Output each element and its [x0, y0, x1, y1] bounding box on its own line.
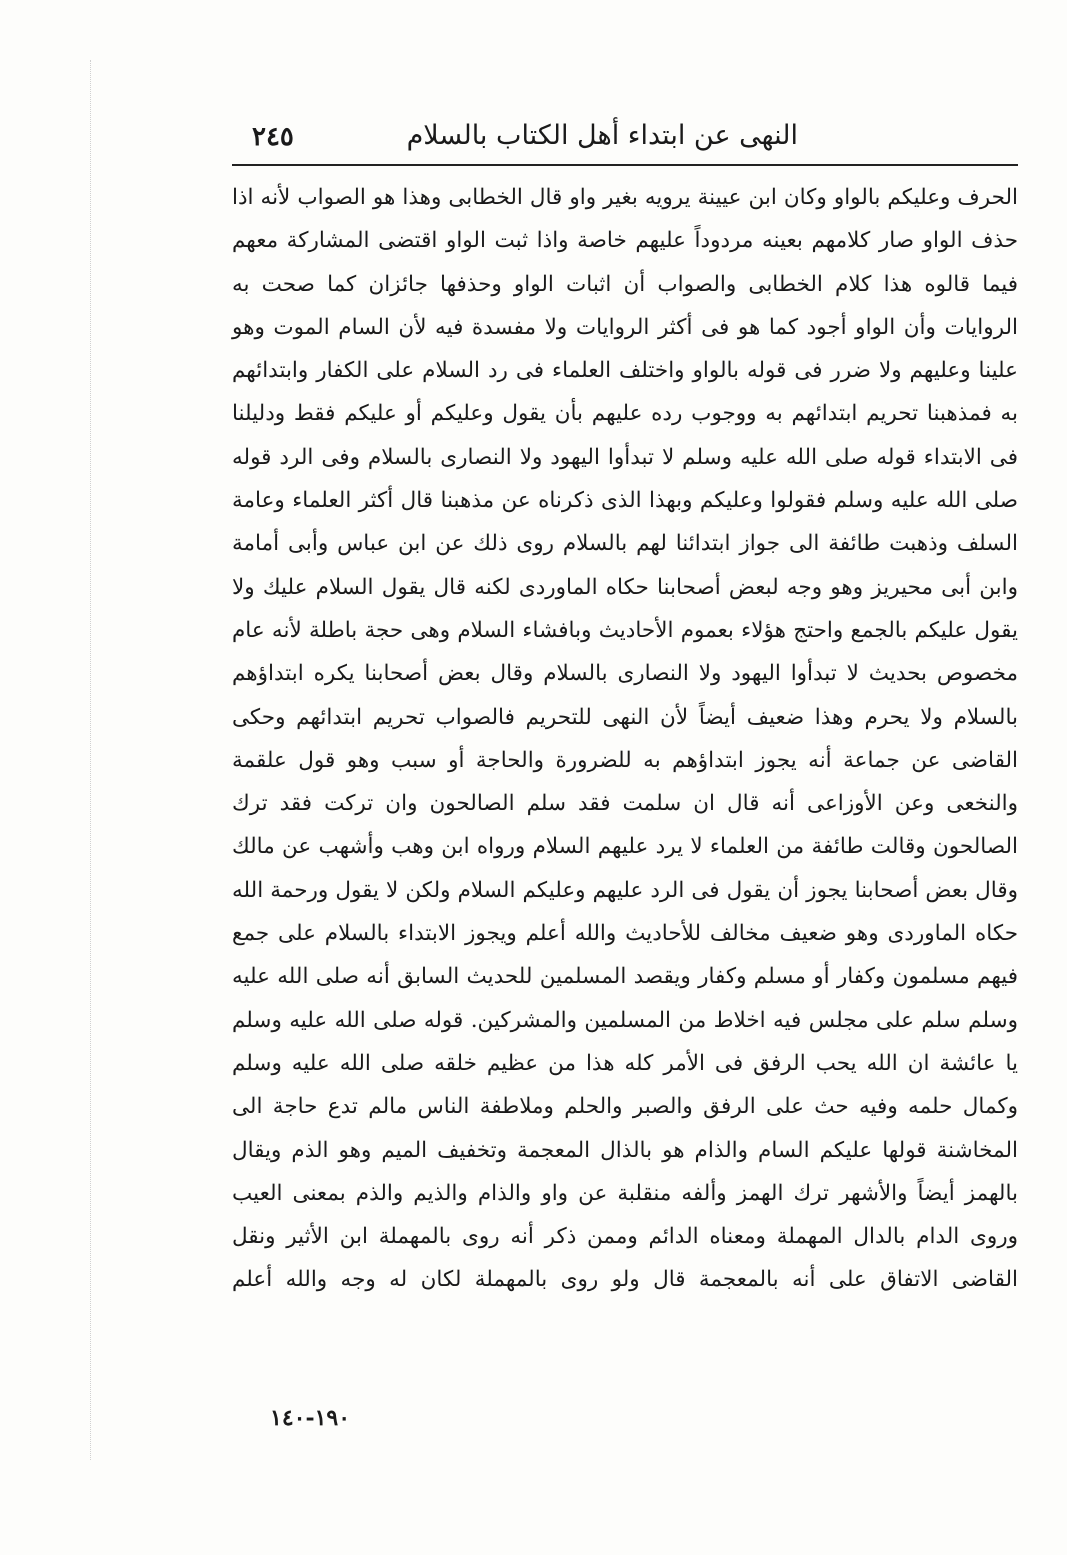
- running-title: النهى عن ابتداء أهل الكتاب بالسلام: [406, 120, 798, 151]
- body-text: [232, 176, 1018, 1376]
- page-number: ٢٤٥: [252, 122, 294, 152]
- body-paragraph: الحرف وعليكم بالواو وكان ابن عيينة يرويه بغير واو قال الخطابى وهذا هو الصواب لأنه اذا حذف الواو صار كلامهم بعينه مردوداً عليهم خاصة واذا ثبت الواو اقتضى المشاركة معهم فيما قالوه هذا كلام الخطابى والصواب أن اثبات الواو وحذفها جائزان كما صحت به الروايات وأن الواو أجود كما هو فى أكثر الروايات ولا مفسدة فيه لأن السام الموت وهو علينا وعليهم ولا ضرر فى قوله بالواو واختلف العلماء فى رد السلام على الكفار وابتدائهم به فمذهبنا تحريم ابتدائهم به ووجوب رده عليهم بأن يقول وعليكم أو عليكم فقط ودليلنا فى الابتداء قوله صلى الله عليه وسلم لا تبدأوا اليهود ولا النصارى بالسلام وفى الرد قوله صلى الله عليه وسلم فقولوا وعليكم وبهذا الذى ذكرناه عن مذهبنا قال أكثر العلماء وعامة السلف وذهبت طائفة الى جواز ابتدائنا لهم بالسلام روى ذلك عن ابن عباس وأبى أمامة وابن أبى محيريز وهو وجه لبعض أصحابنا حكاه الماوردى لكنه قال يقول السلام عليك ولا يقول عليكم بالجمع واحتج هؤلاء بعموم الأحاديث وبافشاء السلام وهى حجة باطلة لأنه عام مخصوص بحديث لا تبدأوا اليهود ولا النصارى بالسلام وقال بعض أصحابنا يكره ابتداؤهم بالسلام ولا يحرم وهذا ضعيف أيضاً لأن النهى للتحريم فالصواب تحريم ابتدائهم وحكى القاضى عن جماعة أنه يجوز ابتداؤهم به للضرورة والحاجة أو سبب وهو قول علقمة والنخعى وعن الأوزاعى أنه قال ان سلمت فقد سلم الصالحون وان تركت فقد ترك الصالحون وقالت طائفة من العلماء لا يرد عليهم السلام ورواه ابن وهب وأشهب عن مالك وقال بعض أصحابنا يجوز أن يقول فى الرد عليهم وعليكم السلام ولكن لا يقول ورحمة الله حكاه الماوردى وهو ضعيف مخالف للأحاديث والله أعلم ويجوز الابتداء بالسلام على جمع فيهم مسلمون وكفار أو مسلم وكفار ويقصد المسلمين للحديث السابق أنه صلى الله عليه وسلم سلم على مجلس فيه اخلاط من المسلمين والمشركين. قوله صلى الله عليه وسلم يا عائشة ان الله يحب الرفق فى الأمر كله هذا من عظيم خلقه صلى الله عليه وسلم وكمال حلمه وفيه حث على الرفق والصبر والحلم وملاطفة الناس مالم تدع حاجة الى المخاشنة قولها عليكم السام والذام هو بالذال المعجمة وتخفيف الميم وهو الذم ويقال بالهمز أيضاً والأشهر ترك الهمز وألفه منقلبة عن واو والذام والذيم والذم بمعنى العيب وروى الدام بالدال المهملة ومعناه الدائم وممن ذكر أنه روى بالمهملة ابن الأثير ونقل القاضى الاتفاق على أنه بالمعجمة قال ولو روى بالمهملة لكان له وجه والله أعلم: [232, 185, 1018, 1293]
- margin-line: [90, 60, 91, 1460]
- page-header: [232, 118, 1018, 164]
- header-divider: [232, 164, 1018, 166]
- printer-signature: ١٩٠-١٤٠: [270, 1405, 351, 1431]
